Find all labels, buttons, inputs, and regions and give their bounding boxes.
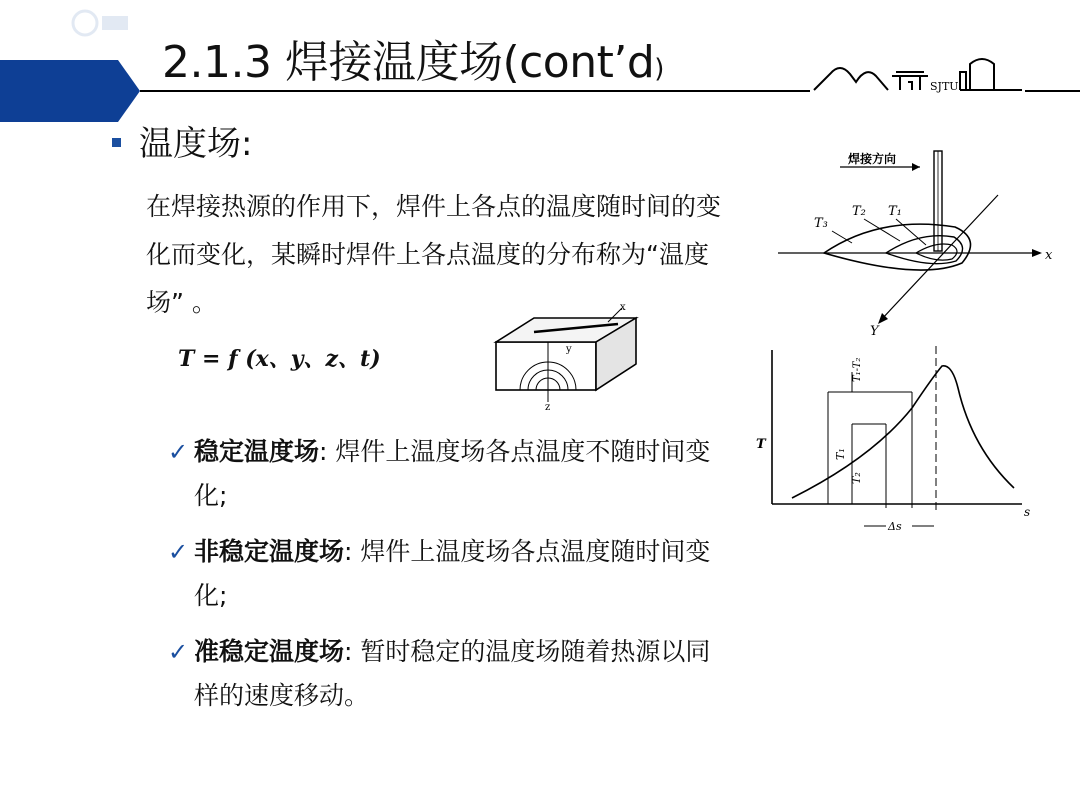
- list-item: [168, 530, 728, 618]
- list-item-text: [194, 530, 714, 618]
- list-item-desc: : 焊件上温度场各点温度随时间变化;: [194, 537, 711, 610]
- square-bullet-icon: [112, 138, 121, 147]
- welding-direction-label: 焊接方向: [848, 152, 897, 166]
- curve-x-axis-label: s: [1024, 505, 1031, 519]
- curve-diff-label: T₁-T₂: [852, 357, 863, 382]
- temperature-curve-diagram: [752, 338, 1052, 538]
- solid-x-label: x: [620, 302, 626, 313]
- curve-ds-label: Δs: [888, 520, 902, 533]
- section-title: 温度场:: [139, 124, 253, 164]
- list-item-term: 非稳定温度场: [194, 537, 345, 566]
- list-item-term: 稳定温度场: [194, 437, 320, 466]
- university-gate-logo-icon: [810, 52, 1025, 94]
- temperature-formula: T = f (x、y、z、t): [178, 346, 381, 372]
- section-heading: [112, 116, 252, 165]
- isotherm-y-label: Y: [870, 324, 879, 339]
- isotherm-diagram: [770, 135, 1070, 345]
- list-item: [168, 430, 728, 518]
- definition-paragraph: 在焊接热源的作用下，焊件上各点的温度随时间的变化而变化，某瞬时焊件上各点温度的分布称为“温度场” 。: [146, 192, 722, 317]
- curve-t1-label: T₁: [834, 448, 847, 460]
- logo-text: SJTU: [930, 80, 959, 93]
- welded-plate-figure: [490, 302, 650, 412]
- curve-t2-label: T₂: [850, 472, 863, 484]
- list-item-desc: : 暂时稳定的温度场随着热源以同样的速度移动。: [194, 637, 711, 710]
- isotherm-t2-label: T₂: [852, 204, 866, 219]
- title-accent-bar: [0, 60, 140, 122]
- list-item: [168, 630, 728, 718]
- list-item-term: 准稳定温度场: [194, 637, 345, 666]
- solid-z-label: z: [545, 402, 551, 412]
- slide-title: [162, 26, 664, 90]
- check-icon: ✓: [168, 638, 189, 666]
- isotherm-t1-label: T₁: [888, 204, 902, 219]
- slide-title-suffix: ): [654, 54, 664, 84]
- list-item-desc: : 焊件上温度场各点温度不随时间变化;: [194, 437, 711, 510]
- isotherm-t3-label: T₃: [814, 216, 828, 231]
- check-icon: ✓: [168, 538, 189, 566]
- temperature-field-types: [168, 430, 728, 730]
- solid-y-label: y: [566, 344, 572, 355]
- check-icon: ✓: [168, 438, 189, 466]
- slide-title-main: 2.1.3 焊接温度场(cont’d: [162, 37, 655, 88]
- list-item-text: [194, 630, 714, 718]
- curve-y-axis-label: T: [756, 437, 766, 452]
- list-item-text: [194, 430, 714, 518]
- watermark-logo-icon: [70, 8, 130, 38]
- isotherm-x-label: x: [1045, 248, 1053, 263]
